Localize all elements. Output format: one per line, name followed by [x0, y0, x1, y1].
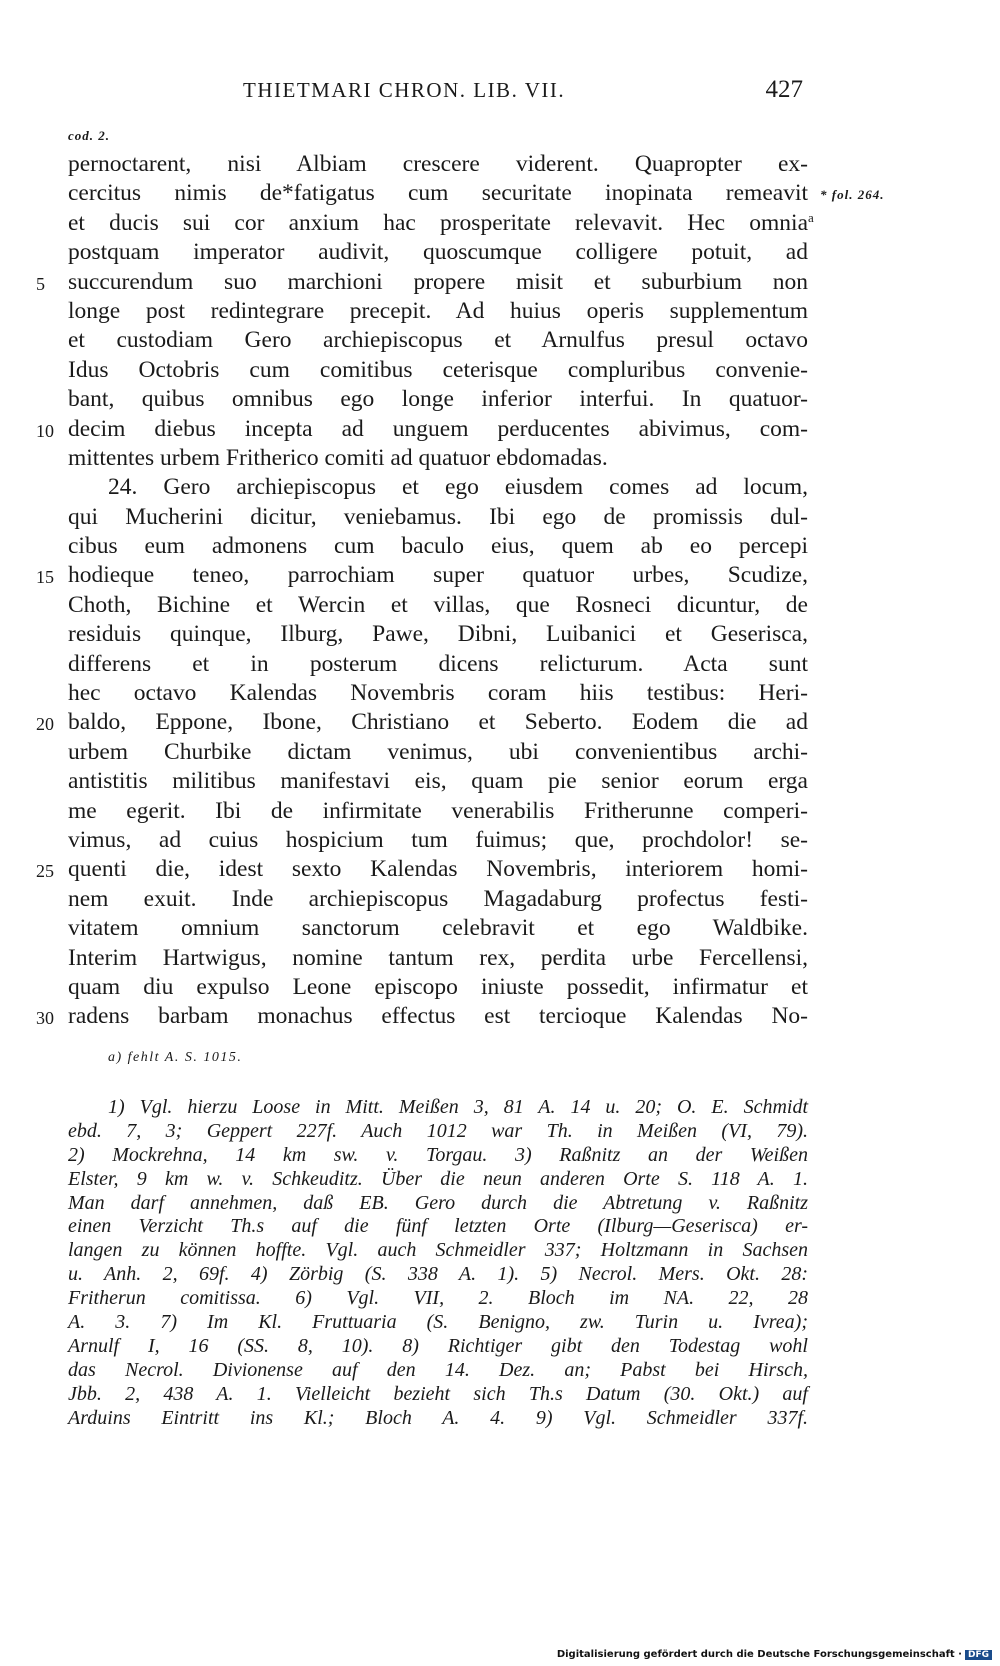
- text-line: [0, 385, 1000, 414]
- line-number: 15: [36, 567, 54, 588]
- note-line: [0, 1407, 1000, 1431]
- note-line: [0, 1359, 1000, 1383]
- dfg-logo: DFG: [965, 1650, 992, 1660]
- line-text: hodieque teneo, parrochiam super quatuor urbes, Scudize,: [68, 562, 808, 589]
- line-text: me egerit. Ibi de infirmitate venerabilis Fritherunne comperi-: [68, 797, 808, 824]
- line-number: 5: [36, 273, 45, 294]
- note-line: [0, 1263, 1000, 1287]
- text-line: [0, 150, 1000, 179]
- textual-footnote: a) fehlt A. S. 1015.: [108, 1050, 243, 1065]
- line-text: differens et in posterum dicens relicturum. Acta sunt: [68, 650, 808, 677]
- text-line: [0, 209, 1000, 238]
- credit-text: Digitalisierung gefördert durch die Deutsche Forschungsgemeinschaft ·: [556, 1649, 962, 1660]
- line-text: bant, quibus omnibus ego longe inferior interfui. In quatuor-: [68, 386, 808, 413]
- line-text: et ducis sui cor anxium hac prosperitate relevavit. Hec omnia: [68, 209, 808, 236]
- text-line: [0, 620, 1000, 649]
- folio-margin-note: * fol. 264.: [820, 187, 885, 203]
- codex-note: cod. 2.: [68, 128, 111, 143]
- note-text: u. Anh. 2, 69f. 4) Zörbig (S. 338 A. 1). 5) Necrol. Mers. Okt. 28:: [68, 1263, 808, 1286]
- line-text: cibus eum admonens cum baculo eius, quem ab eo percepi: [68, 533, 808, 560]
- text-line: [0, 297, 1000, 326]
- note-text: Man darf annehmen, daß EB. Gero durch die Abtretung v. Raßnitz: [68, 1191, 808, 1214]
- commentary-notes: [0, 1096, 1000, 1430]
- line-text: succurendum suo marchioni propere misit et suburbium non: [68, 268, 808, 295]
- line-text: residuis quinque, Ilburg, Pawe, Dibni, Luibanici et Geserisca,: [68, 621, 808, 648]
- note-line: [0, 1287, 1000, 1311]
- text-line: [0, 561, 1000, 590]
- text-line: [0, 532, 1000, 561]
- digitization-credit: [557, 1649, 992, 1660]
- text-line: [0, 885, 1000, 914]
- page-number: 427: [765, 76, 803, 103]
- note-text: einen Verzicht Th.s auf die fünf letzten Orte (Ilburg—Geserisca) er-: [68, 1215, 808, 1238]
- line-text: Idus Octobris cum comitibus ceterisque compluribus convenie-: [68, 356, 808, 383]
- note-line: [0, 1215, 1000, 1239]
- text-line: [0, 797, 1000, 826]
- note-text: langen zu können hoffte. Vgl. auch Schmeidler 337; Holtzmann in Sachsen: [68, 1239, 808, 1262]
- text-line: [0, 356, 1000, 385]
- text-line: [0, 415, 1000, 444]
- text-line: [0, 503, 1000, 532]
- line-text: urbem Churbike dictam venimus, ubi convenientibus archi-: [68, 738, 808, 765]
- text-line: [0, 679, 1000, 708]
- line-text: et custodiam Gero archiepiscopus et Arnulfus presul octavo: [68, 327, 808, 354]
- note-line: [0, 1383, 1000, 1407]
- line-text: longe post redintegrare precepit. Ad huius operis supplementum: [68, 297, 808, 324]
- note-line: [0, 1335, 1000, 1359]
- line-number: 30: [36, 1008, 54, 1029]
- note-line: [0, 1168, 1000, 1192]
- text-line: [0, 826, 1000, 855]
- note-line: [0, 1311, 1000, 1335]
- text-line: [0, 326, 1000, 355]
- note-line: [0, 1192, 1000, 1216]
- text-line: [0, 708, 1000, 737]
- line-number: 20: [36, 714, 54, 735]
- note-line: [0, 1144, 1000, 1168]
- note-text: Arduins Eintritt ins Kl.; Bloch A. 4. 9) Vgl. Schmeidler 337f.: [68, 1406, 808, 1429]
- text-line: [0, 914, 1000, 943]
- line-number: 10: [36, 420, 54, 441]
- note-text: das Necrol. Divionense auf den 14. Dez. an; Pabst bei Hirsch,: [68, 1358, 808, 1381]
- text-line: [0, 1002, 1000, 1031]
- line-text: cercitus nimis de*fatigatus cum securitate inopinata remeavit: [68, 180, 808, 207]
- line-text: quenti die, idest sexto Kalendas Novembris, interiorem homi-: [68, 856, 808, 883]
- line-text: vitatem omnium sanctorum celebravit et ego Waldbike.: [68, 915, 808, 942]
- footnote-marker: a: [808, 209, 814, 225]
- note-text: A. 3. 7) Im Kl. Fruttuaria (S. Benigno, zw. Turin u. Ivrea);: [68, 1311, 808, 1334]
- line-text: 24. Gero archiepiscopus et ego eiusdem comes ad locum,: [108, 474, 808, 501]
- text-line: [0, 473, 1000, 502]
- text-line: [0, 591, 1000, 620]
- running-title: THIETMARI CHRON. LIB. VII.: [243, 78, 566, 102]
- line-text: decim diebus incepta ad unguem perducentes abivimus, com-: [68, 415, 808, 442]
- text-line: [0, 944, 1000, 973]
- line-text: hec octavo Kalendas Novembris coram hiis testibus: Heri-: [68, 680, 808, 707]
- text-line: [0, 973, 1000, 1002]
- main-text-block: [0, 150, 1000, 1032]
- text-line: [0, 238, 1000, 267]
- line-number: 25: [36, 861, 54, 882]
- note-text: Elster, 9 km w. v. Schkeuditz. Über die neun anderen Orte S. 118 A. 1.: [68, 1167, 808, 1190]
- note-text: Jbb. 2, 438 A. 1. Vielleicht bezieht sich Th.s Datum (30. Okt.) auf: [68, 1382, 808, 1405]
- note-text: Fritherun comitissa. 6) Vgl. VII, 2. Bloch im NA. 22, 28: [68, 1287, 808, 1310]
- line-text: nem exuit. Inde archiepiscopus Magadaburg profectus festi-: [68, 885, 808, 912]
- note-line: [0, 1239, 1000, 1263]
- text-line: [0, 179, 1000, 208]
- note-text: Arnulf I, 16 (SS. 8, 10). 8) Richtiger gibt den Todestag wohl: [68, 1334, 808, 1357]
- line-text: Interim Hartwigus, nomine tantum rex, perdita urbe Fercellensi,: [68, 944, 808, 971]
- line-text: Choth, Bichine et Wercin et villas, que Rosneci dicuntur, de: [68, 591, 808, 618]
- line-text: qui Mucherini dicitur, veniebamus. Ibi ego de promissis dul-: [68, 503, 808, 530]
- text-line: [0, 767, 1000, 796]
- line-text: antistitis militibus manifestavi eis, quam pie senior eorum erga: [68, 768, 808, 795]
- line-text: mittentes urbem Fritherico comiti ad quatuor ebdomadas.: [68, 444, 608, 471]
- line-text: pernoctarent, nisi Albiam crescere viderent. Quapropter ex-: [68, 151, 808, 177]
- note-text: 2) Mockrehna, 14 km sw. v. Torgau. 3) Raßnitz an der Weißen: [68, 1143, 808, 1166]
- line-text: vimus, ad cuius hospicium tum fuimus; que, prochdolor! se-: [68, 826, 808, 853]
- text-line: [0, 855, 1000, 884]
- text-line: [0, 650, 1000, 679]
- note-text: ebd. 7, 3; Geppert 227f. Auch 1012 war Th. in Meißen (VI, 79).: [68, 1119, 808, 1142]
- text-line: [0, 444, 1000, 473]
- note-text: 1) Vgl. hierzu Loose in Mitt. Meißen 3, 81 A. 14 u. 20; O. E. Schmidt: [108, 1096, 808, 1118]
- line-text: baldo, Eppone, Ibone, Christiano et Seberto. Eodem die ad: [68, 709, 808, 736]
- line-text: postquam imperator audivit, quoscumque colligere potuit, ad: [68, 239, 808, 266]
- note-line: [0, 1096, 1000, 1120]
- line-text: radens barbam monachus effectus est tercioque Kalendas No-: [68, 1003, 808, 1030]
- note-line: [0, 1120, 1000, 1144]
- line-text: quam diu expulso Leone episcopo iniuste possedit, infirmatur et: [68, 973, 808, 1000]
- text-line: [0, 738, 1000, 767]
- text-line: [0, 268, 1000, 297]
- page-header: [68, 70, 803, 110]
